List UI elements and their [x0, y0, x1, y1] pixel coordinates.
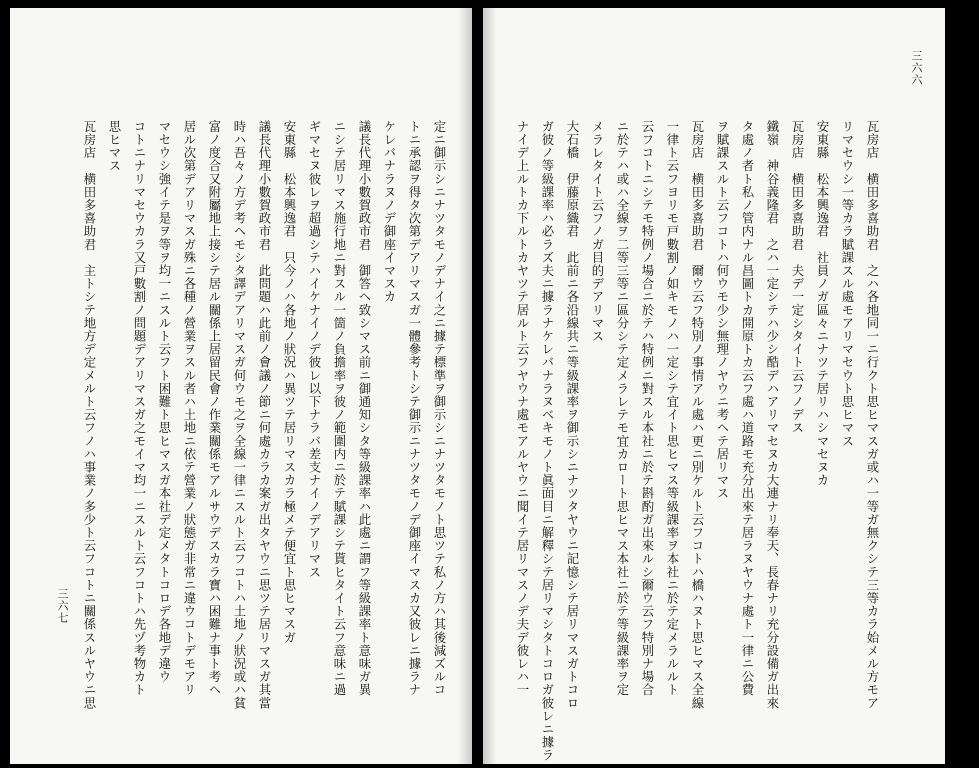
right-page [483, 8, 945, 764]
text-column: メラレタイト云フノガ目的デアリマス [590, 120, 605, 343]
text-column: マセウシ強イテ是ヲ等ヲ均一ニスルト云フト困難ト思ヒマスガ本社デ定メタトコロデ各地デ違ウ [157, 120, 172, 684]
text-column: 富ノ度合又附屬地上接シテ居ル關係上居留民會ノ作業關係モアルサウデスカラ寶ハ困難ナ事ト考ヘ [207, 120, 222, 697]
text-column: コトニナリマセウカラ又戸數割ノ問題デアリマスガ之モイマ均一ニスルト云フコトハ先ヅ考物カト [132, 120, 147, 697]
text-column: 議長代理小數賀政市君 御答ヘ致シマス前ニ御通知シタ等級課率ハ此處ニ謂フ等級課率ト意味ガ異 [357, 120, 372, 697]
page-number: 三六六 [910, 50, 923, 86]
text-column: 瓦房店 横田多喜助君 之ハ各地同一ニ行クト思ヒマスガ或ハ一等ガ無クシテ三等カラ始メル方モア [865, 120, 880, 710]
gutter-shadow [458, 8, 472, 764]
text-column: 安東縣 松本興逸君 社員ノガ區々ニナツテ居リハシマセヌカ [815, 120, 830, 487]
text-column: ガ彼ノ等級課率ハ必ラズ夫ニ據ラナケレバナラヌベキモノト眞面目ニ解釋シテ居リマシタトコロガ彼レニ據ラ [540, 120, 555, 762]
text-column: ケレバナラヌノデ御座イマスカ [382, 120, 397, 304]
text-column: 定ニ御示シニナツタモノデナイ之ニ據テ標準ヲ御示シニナツタモノト思ツテ私ノ方ハ其後減ズルコ [432, 120, 447, 697]
text-column: 議長代理小數賀政市君 此問題ハ此前ノ會議ノ節ニ何處カラカ案ガ出タヤウニ思ツテ居リマスガ其當 [257, 120, 272, 710]
gutter-shadow [483, 8, 497, 764]
text-column: 大石橋 伊藤原織君 此前ニ各沿線共ニ等級課率ヲ御示シニナツタヤウニ記憶シテ居リマスガトコロ [565, 120, 580, 710]
text-column: タ處ノ者ト私ノ管内ナル昌圖トカ開原トカ云フ處ハ道路モ充分出來テ居ラヌヤウナ處ト一律ニ公費 [740, 120, 755, 697]
text-column: ニ於テハ或ハ全線ヲ二等三等ニ區分シテ定メラレテモ宜カロート思ヒマス本社ニ於テ等級課率ヲ定 [615, 120, 630, 697]
text-column: 鐵嶺 神谷義隆君 之ハ一定シテハ少シ酷デハアリマセヌカ大連ナリ奉天、長春ナリ充分設備ガ出來 [765, 120, 780, 710]
text-column: ヲ賦課スルト云フコトハ何ウモ少シ無理ノヤウニ考ヘテ居リマス [715, 120, 730, 500]
text-column: 瓦房店 横田多喜助君 夫デ一定シタイト云フノデス [790, 120, 805, 435]
text-column: 居ル次第デアリマスガ殊ニ各種ノ營業ヲスル者ハ土地ニ依テ營業ノ狀態ガ非常ニ違ウコトデモアリ [182, 120, 197, 697]
text-column: 安東縣 松本興逸君 只今ノハ各地ノ狀況ハ異ツテ居リマスカラ極メテ便宜ト思ヒマスガ [282, 120, 297, 644]
text-column: トニ承認ヲ得タ次第デアリマスガ一體參考トシテ御示ニナツタモノデ御座イマスカ又彼レニ據ラナ [407, 120, 422, 697]
text-column: ギマセヌ彼レヲ超過シテハイケナイノデ彼レ以下ナラバ差支ナイノデアリマス [307, 120, 322, 579]
text-column: 一律ト云フヨリモ戸數割ノ如キモノハ一定シテ宜イト思ヒマス等級課率ヲ本社ニ於テ定メラルルト [665, 120, 680, 697]
text-column: ナイデ上ルトカ下ルトカヤツテ居ルト云フヤウナ處モアルヤウニ聞イテ居リマスノデ夫デ彼レハ一 [515, 120, 530, 697]
text-column: 云フコトニシテモ特例ノ場合ニ於テハ特例ニ對スル本社ニ於テ斟酌ガ出來ルシ爾ウ云フ特別ナ場合 [640, 120, 655, 697]
text-column: リマセウシ一等カラ賦課スル處モアリマセウト思ヒマス [840, 120, 855, 448]
text-column: 時ハ吾々ノ方デ考ヘモシタ譯デアリマスガ何ウモ之ヲ全線一律ニスルト云フコトハ土地ノ狀況或ハ貧 [232, 120, 247, 710]
text-column: ニシテ居リマス施行地ニ對スル一箇ノ負擔率ヲ彼ノ範圍内ニ於テ賦課シテ貰ヒタイト云フ意味ニ過 [332, 120, 347, 697]
left-page [10, 8, 472, 764]
page-number: 三六七 [56, 588, 69, 624]
text-column: 瓦房店 横田多喜助君 爾ウ云フ特別ノ事情アル處ハ更ニ別ケルト云フコトハ橋ハヌト思ヒマス全線 [690, 120, 705, 710]
text-column: 瓦房店 横田多喜助君 主トシテ地方デ定メルト云フノハ事業ノ多少ト云フコトニ關係スルヤウニ思 [82, 120, 97, 710]
text-column: 思ヒマス [107, 120, 122, 173]
